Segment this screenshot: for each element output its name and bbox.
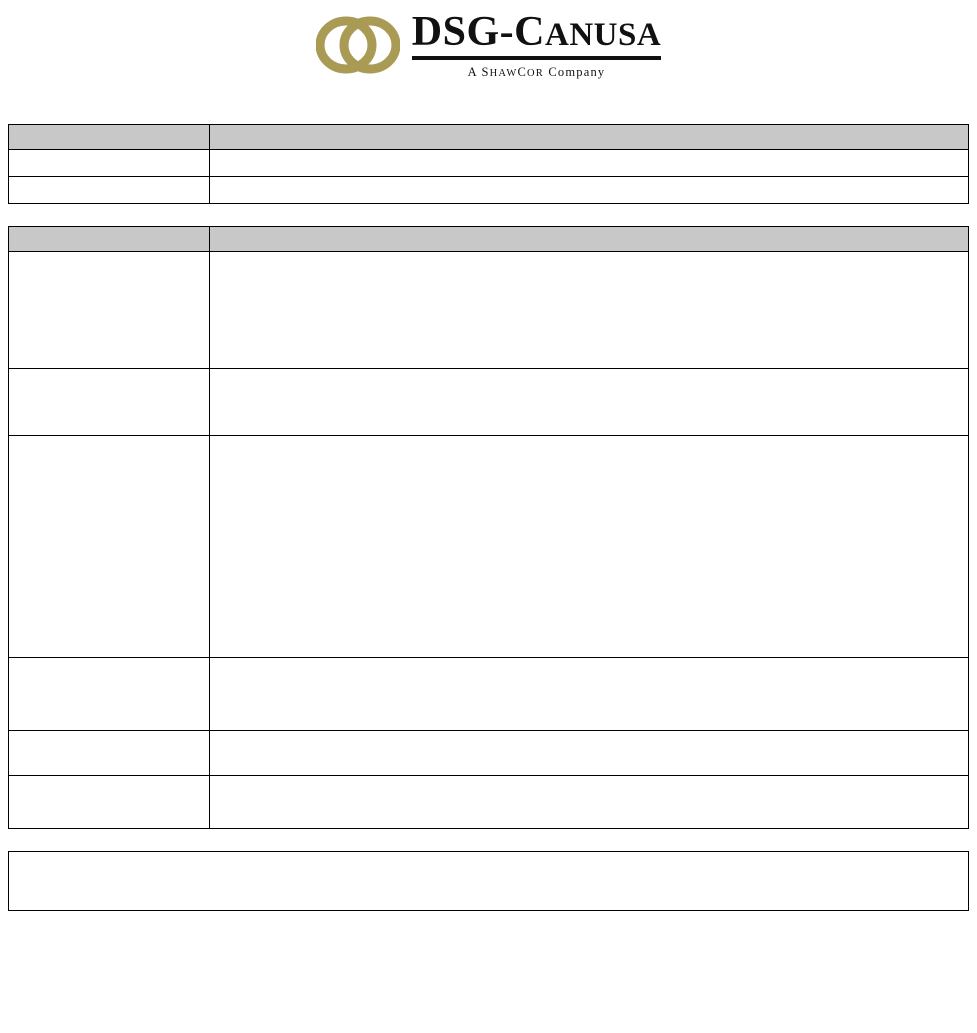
main-table-row-5-value: [210, 776, 969, 829]
main-table-row-2-label: [9, 436, 210, 658]
top-table-header-label: [9, 125, 210, 150]
top-table-row-1-label: [9, 177, 210, 204]
tagline-tail: OR: [527, 68, 545, 80]
main-table-row-5-label: [9, 776, 210, 829]
table-row: [9, 227, 969, 252]
table-row: [9, 852, 969, 911]
table-row: [9, 177, 969, 204]
top-table-row-0-label: [9, 150, 210, 177]
tagline-lead: A S: [467, 65, 490, 80]
top-table-header-value: [210, 125, 969, 150]
logo-underline: [412, 56, 661, 60]
main-table-row-3-value: [210, 658, 969, 731]
logo-word-canusa-initial: C: [514, 9, 545, 55]
document-header: [0, 0, 977, 80]
footnote-table: [8, 851, 969, 911]
main-table: [8, 226, 969, 829]
logo: [316, 10, 661, 80]
logo-word-dsg: DSG: [411, 9, 500, 55]
header-spacer: [0, 80, 977, 124]
table-row: [9, 731, 969, 776]
footnote-cell: [9, 852, 969, 911]
main-table-row-0-label: [9, 252, 210, 369]
table-row: [9, 436, 969, 658]
tagline-end: Company: [544, 65, 606, 80]
table-row: [9, 369, 969, 436]
main-table-row-1-value: [210, 369, 969, 436]
main-table-row-4-value: [210, 731, 969, 776]
tagline-mid: HAW: [489, 68, 518, 80]
footnote-gap: [8, 829, 969, 851]
tagline-mid2: C: [517, 65, 528, 80]
logo-tagline: [412, 65, 661, 80]
logo-wordmark-wrap: [412, 10, 661, 80]
main-table-header-label: [9, 227, 210, 252]
table-row: [9, 150, 969, 177]
top-table-row-1-value: [210, 177, 969, 204]
logo-word-sep: -: [499, 9, 515, 55]
table-row: [9, 125, 969, 150]
top-table-row-0-value: [210, 150, 969, 177]
main-table-header-value: [210, 227, 969, 252]
logo-word-canusa-rest: ANUSA: [545, 17, 662, 53]
top-table: [8, 124, 969, 204]
table-row: [9, 776, 969, 829]
table-gap: [8, 204, 969, 226]
main-table-row-0-value: [210, 252, 969, 369]
table-row: [9, 252, 969, 369]
main-table-row-1-label: [9, 369, 210, 436]
table-row: [9, 658, 969, 731]
dsg-canusa-rings-icon: [316, 16, 400, 74]
logo-wordmark: [412, 10, 661, 54]
main-table-row-2-value: [210, 436, 969, 658]
main-table-row-4-label: [9, 731, 210, 776]
main-table-row-3-label: [9, 658, 210, 731]
document-body: [0, 124, 977, 911]
